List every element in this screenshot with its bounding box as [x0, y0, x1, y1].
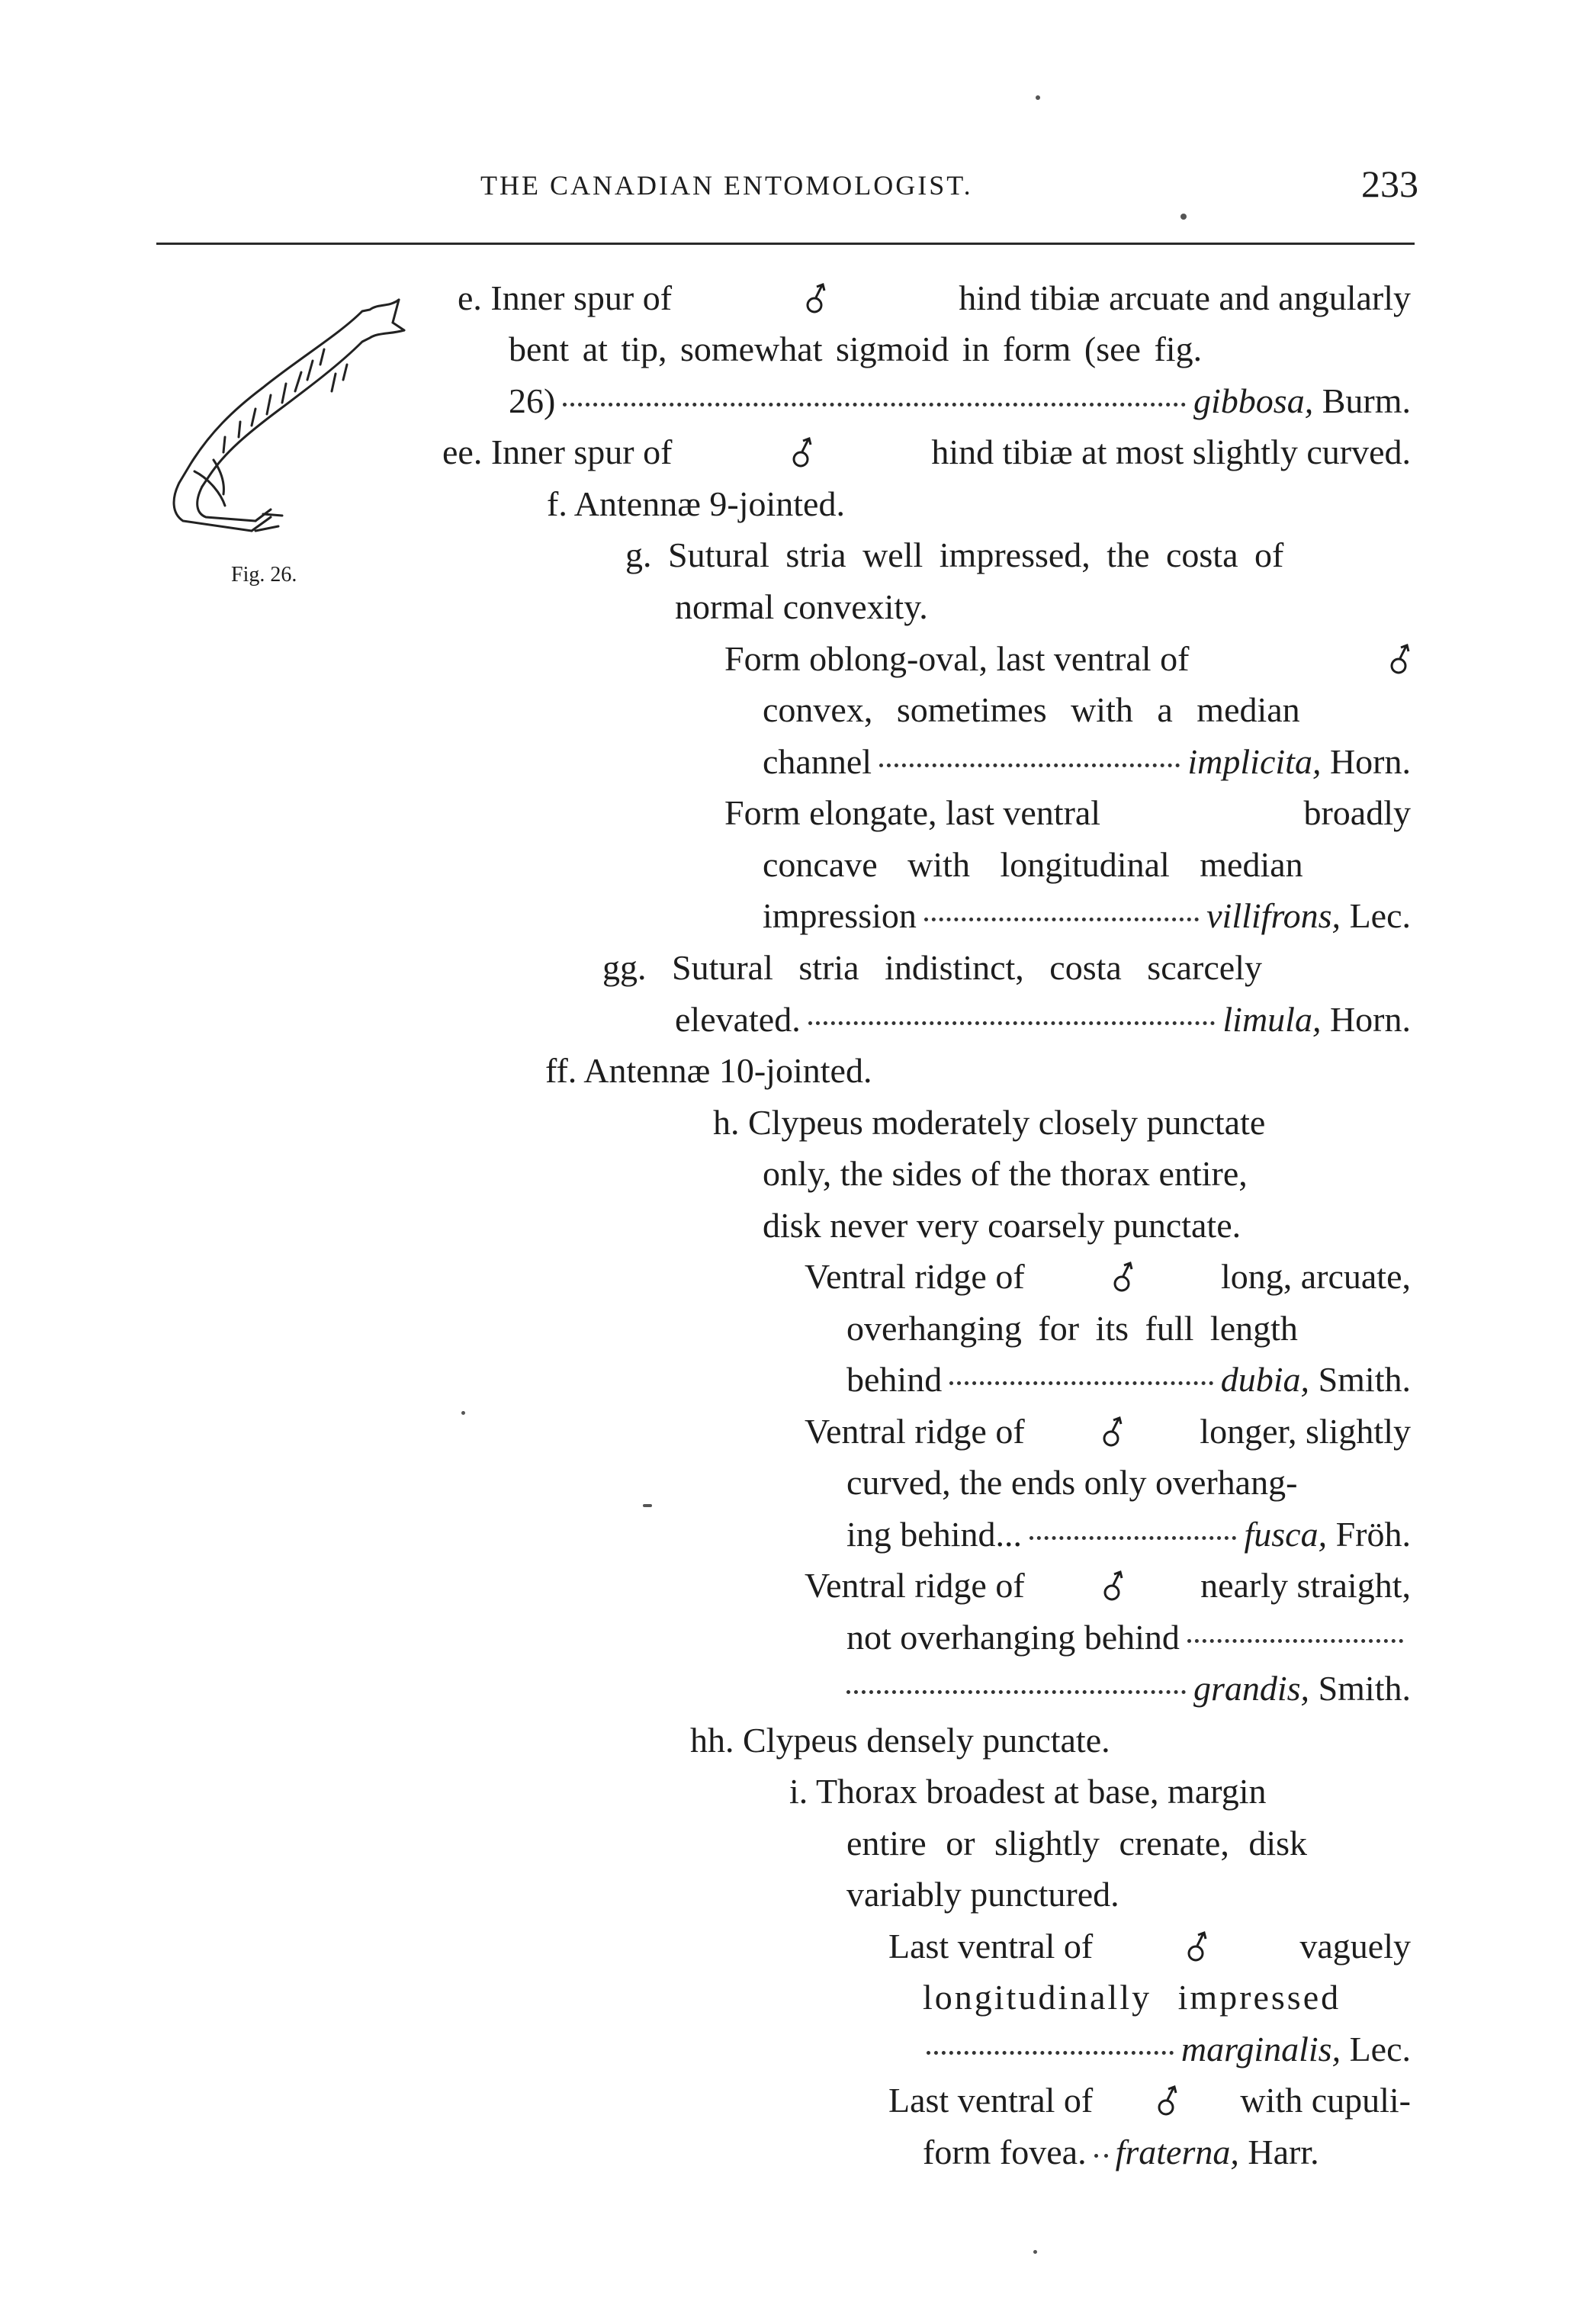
- key-text: nearly straight,: [1200, 1566, 1411, 1605]
- key-text: Form elongate, last ventral: [724, 793, 1101, 832]
- male-symbol-icon: [1100, 1414, 1123, 1449]
- key-line: normal convexity.: [675, 587, 928, 626]
- species-name: limula,: [1222, 1000, 1322, 1039]
- species-name: fusca,: [1244, 1515, 1328, 1554]
- key-line-species: [509, 381, 1411, 420]
- key-text: Last ventral of: [888, 2081, 1094, 2120]
- key-line: bent at tip, somewhat sigmoid in form (see fig.: [509, 329, 1203, 368]
- key-line: [846, 1620, 1411, 1655]
- key-line: ff. Antennæ 10-jointed.: [545, 1051, 872, 1090]
- key-line-species: [763, 898, 1411, 934]
- key-text: Ventral ridge of: [805, 1566, 1025, 1605]
- key-line: overhanging for its full length: [846, 1309, 1298, 1348]
- key-text: with cupuli-: [1240, 2081, 1411, 2120]
- dot-leader: [563, 403, 1186, 407]
- key-text: form fovea.: [923, 2133, 1087, 2171]
- header-rule: [156, 243, 1415, 245]
- key-text: not overhanging behind: [846, 1618, 1180, 1657]
- key-text: elevated.: [675, 1000, 801, 1039]
- dot-leader: [879, 763, 1180, 767]
- page-number: 233: [1361, 162, 1418, 205]
- key-text: Form oblong-oval, last ventral of: [724, 639, 1190, 678]
- key-line: convex, sometimes with a median: [763, 690, 1300, 729]
- key-line: concave with longitudinal median: [763, 845, 1303, 884]
- dot-leader: [1029, 1536, 1237, 1540]
- scan-speck: [1036, 95, 1040, 100]
- species-author: Smith.: [1318, 1669, 1411, 1708]
- dot-leader: [924, 918, 1199, 921]
- male-symbol-icon: [1155, 2083, 1178, 2118]
- male-symbol-icon: [790, 435, 813, 470]
- key-text: ee. Inner spur of: [442, 432, 673, 471]
- key-line-species: [927, 2032, 1411, 2067]
- scan-speck: [461, 1411, 465, 1415]
- key-line: [458, 278, 1411, 317]
- species-name: implicita,: [1187, 742, 1322, 781]
- key-text: channel: [763, 742, 872, 781]
- scan-speck: [1033, 2250, 1037, 2254]
- key-line: [888, 1929, 1411, 1964]
- key-line-species: [846, 1362, 1411, 1397]
- species-name: gibbosa,: [1193, 381, 1314, 420]
- key-line: only, the sides of the thorax entire,: [763, 1154, 1248, 1193]
- species-name: marginalis,: [1180, 2030, 1341, 2068]
- key-line: variably punctured.: [846, 1875, 1119, 1914]
- species-name: villifrons,: [1206, 896, 1341, 935]
- male-symbol-icon: [1101, 1568, 1124, 1603]
- key-text: broadly: [1303, 793, 1411, 832]
- species-name: dubia,: [1220, 1360, 1310, 1399]
- key-text: vaguely: [1299, 1927, 1411, 1966]
- dot-leader: [1187, 1639, 1403, 1643]
- key-line: entire or slightly crenate, disk: [846, 1824, 1308, 1863]
- scan-speck: [643, 1504, 652, 1507]
- species-author: Horn.: [1329, 742, 1411, 781]
- key-line: gg. Sutural stria indistinct, costa scarcely: [602, 948, 1262, 987]
- species-name: grandis,: [1193, 1669, 1310, 1708]
- key-line: g. Sutural stria well impressed, the costa of: [625, 535, 1284, 574]
- male-symbol-icon: [804, 281, 827, 316]
- key-line: [724, 793, 1411, 832]
- key-line: [442, 432, 1411, 471]
- key-line: [724, 641, 1411, 677]
- key-text: long, arcuate,: [1220, 1257, 1411, 1296]
- key-text: Last ventral of: [888, 1927, 1094, 1966]
- dot-leader: [1094, 2154, 1108, 2158]
- running-header: [160, 162, 1418, 207]
- key-line: [805, 1259, 1411, 1294]
- dot-leader: [846, 1690, 1186, 1694]
- dot-leader: [927, 2051, 1174, 2055]
- key-line: f. Antennæ 9-jointed.: [547, 484, 845, 523]
- key-text: impression: [763, 896, 917, 935]
- male-symbol-icon: [1185, 1929, 1208, 1964]
- key-line-species: [763, 744, 1411, 779]
- figure-caption: Fig. 26.: [231, 563, 297, 587]
- key-line-species: [846, 1671, 1411, 1706]
- key-line: hh. Clypeus densely punctate.: [690, 1721, 1110, 1760]
- species-name: fraterna,: [1115, 2133, 1239, 2171]
- key-line: [805, 1568, 1411, 1603]
- species-author: Fröh.: [1335, 1515, 1411, 1554]
- key-text: behind: [846, 1360, 943, 1399]
- key-line: [888, 2083, 1411, 2118]
- species-author: Harr.: [1248, 2133, 1319, 2171]
- key-line: [805, 1414, 1411, 1449]
- key-text: 26): [509, 381, 556, 420]
- key-text: Ventral ridge of: [805, 1257, 1025, 1296]
- species-author: Lec.: [1349, 896, 1411, 935]
- key-text: hind tibiæ arcuate and angularly: [959, 278, 1411, 317]
- key-text: longer, slightly: [1200, 1412, 1411, 1451]
- figure-26: [149, 288, 423, 609]
- dot-leader: [808, 1021, 1216, 1025]
- key-line-species: [675, 1002, 1411, 1037]
- species-author: Lec.: [1349, 2030, 1411, 2068]
- key-line: longitudinally impressed: [923, 1978, 1341, 2017]
- dot-leader: [949, 1381, 1213, 1385]
- scan-speck: [1180, 214, 1187, 220]
- key-line: h. Clypeus moderately closely punctate: [713, 1103, 1266, 1142]
- key-line-species: [923, 2135, 1411, 2170]
- key-line: disk never very coarsely punctate.: [763, 1206, 1241, 1245]
- key-line-species: [846, 1517, 1411, 1552]
- key-text: hind tibiæ at most slightly curved.: [931, 432, 1411, 471]
- key-text: e. Inner spur of: [458, 278, 673, 317]
- key-line: i. Thorax broadest at base, margin: [789, 1772, 1267, 1811]
- species-author: Horn.: [1329, 1000, 1411, 1039]
- key-text: Ventral ridge of: [805, 1412, 1025, 1451]
- male-symbol-icon: [1388, 641, 1411, 677]
- key-text: ing behind...: [846, 1515, 1022, 1554]
- species-author: Smith.: [1318, 1360, 1411, 1399]
- key-line: curved, the ends only overhang-: [846, 1463, 1298, 1502]
- beetle-leg-spur-drawing-icon: [149, 288, 423, 563]
- species-author: Burm.: [1322, 381, 1411, 420]
- male-symbol-icon: [1111, 1259, 1134, 1294]
- running-title: THE CANADIAN ENTOMOLOGIST.: [480, 170, 973, 201]
